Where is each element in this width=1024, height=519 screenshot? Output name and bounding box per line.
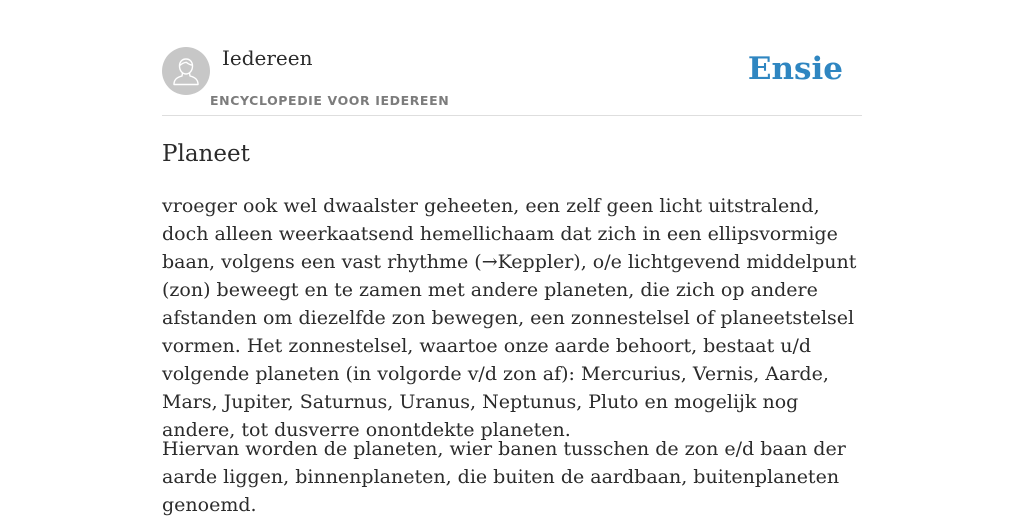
author-avatar[interactable] [162,47,210,95]
site-tagline: ENCYCLOPEDIE VOOR IEDEREEN [210,93,450,108]
page-container [162,0,862,516]
article-paragraph: Hiervan worden de planeten, wier banen tusschen de zon e/d baan der aarde liggen, binnenplaneten, die buiten de aardbaan, buitenplaneten genoemd. [162,438,846,516]
brand-logo[interactable]: Ensie [747,51,843,87]
article-title: Planeet [162,141,250,167]
article-paragraph: vroeger ook wel dwaalster geheeten, een zelf geen licht uitstralend, doch alleen weerkaatsend hemellichaam dat zich in een ellipsvormige baan, volgens een vast rhythme (→Keppler), o/e lichtgevend middelpunt (zon) beweegt en te zamen met andere planeten, die zich op andere afstanden om diezelfde zon bewegen, een zonnestelsel of planeetstelsel vormen. Het zonnestelsel, waartoe onze aarde behoort, bestaat u/d volgende planeten (in volgorde v/d zon af): Mercurius, Vernis, Aarde, Mars, Jupiter, Saturnus, Uranus, Neptunus, Pluto en mogelijk nog andere, tot dusverre onontdekte planeten. [162,195,857,441]
author-name[interactable]: Iedereen [222,46,313,70]
user-silhouette-icon [162,47,210,95]
page-header [162,0,862,116]
